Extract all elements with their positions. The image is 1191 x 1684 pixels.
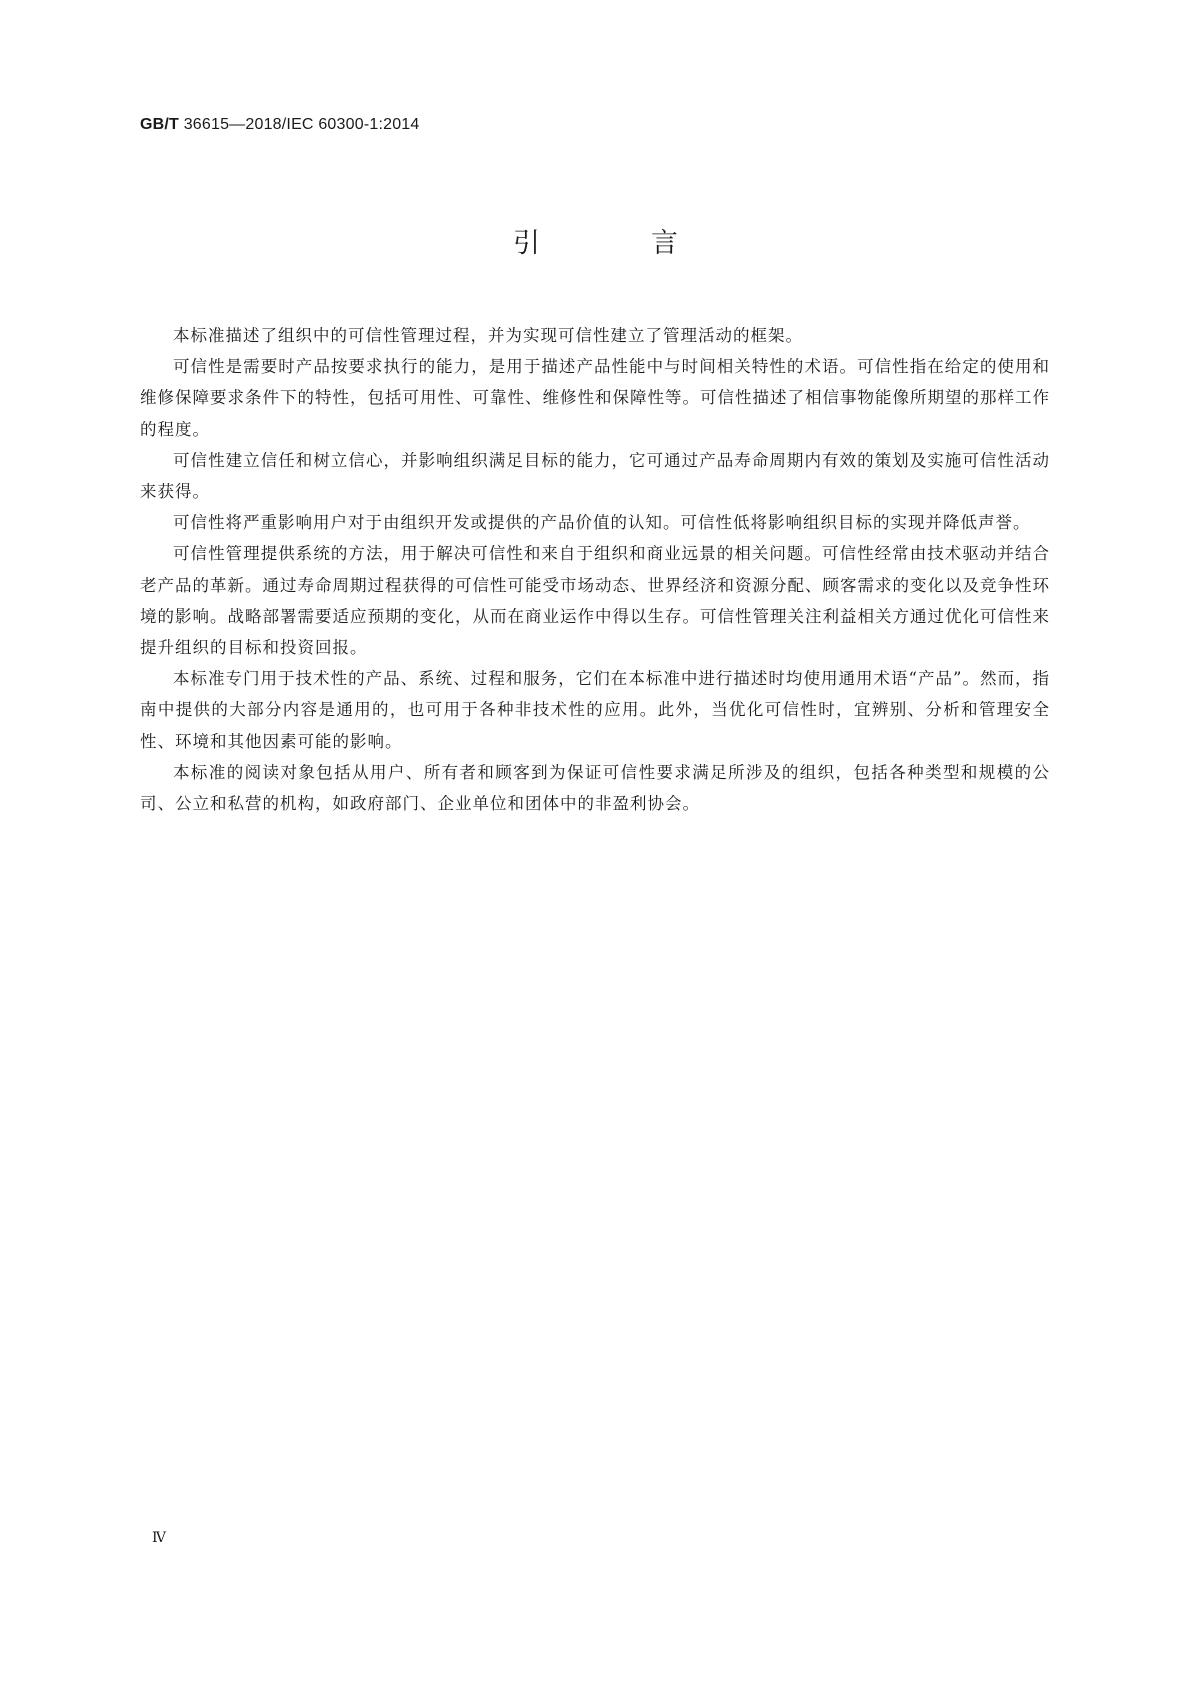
standard-code: GB/T (140, 116, 180, 133)
paragraph-3: 可信性建立信任和树立信心，并影响组织满足目标的能力，它可通过产品寿命周期内有效的策划及实施可信性活动来获得。 (140, 450, 1050, 502)
introduction-body (140, 320, 1050, 819)
paragraph-2: 可信性是需要时产品按要求执行的能力，是用于描述产品性能中与时间相关特性的术语。可信性指在给定的使用和维修保障要求条件下的特性，包括可用性、可靠性、维修性和保障性等。可信性描述了相信事物能像所期望的那样工作的程度。 (140, 357, 1050, 439)
paragraph-1: 本标准描述了组织中的可信性管理过程，并为实现可信性建立了管理活动的框架。 (173, 326, 803, 345)
paragraph-7: 本标准的阅读对象包括从用户、所有者和顾客到为保证可信性要求满足所涉及的组织，包括各种类型和规模的公司、公立和私营的机构，如政府部门、企业单位和团体中的非盈利协会。 (140, 762, 1050, 814)
standard-number: 36615—2018/IEC 60300-1:2014 (183, 116, 420, 133)
paragraph-4: 可信性将严重影响用户对于由组织开发或提供的产品价值的认知。可信性低将影响组织目标的实现并降低声誉。 (173, 513, 1031, 533)
paragraph-6: 本标准专门用于技术性的产品、系统、过程和服务，它们在本标准中进行描述时均使用通用术语“产品”。然而，指南中提供的大部分内容是通用的，也可用于各种非技术性的应用。此外，当优化可信性时，宜辨别、分析和管理安全性、环境和其他因素可能的影响。 (140, 669, 1050, 751)
page-title: 引 言 (513, 228, 720, 259)
standard-header (140, 116, 420, 134)
page-number: Ⅳ (152, 1530, 166, 1546)
paragraph-5: 可信性管理提供系统的方法，用于解决可信性和来自于组织和商业远景的相关问题。可信性经常由技术驱动并结合老产品的革新。通过寿命周期过程获得的可信性可能受市场动态、世界经济和资源分配、顾客需求的变化以及竞争性环境的影响。战略部署需要适应预期的变化，从而在商业运作中得以生存。可信性管理关注利益相关方通过优化可信性来提升组织的目标和投资回报。 (140, 544, 1050, 658)
